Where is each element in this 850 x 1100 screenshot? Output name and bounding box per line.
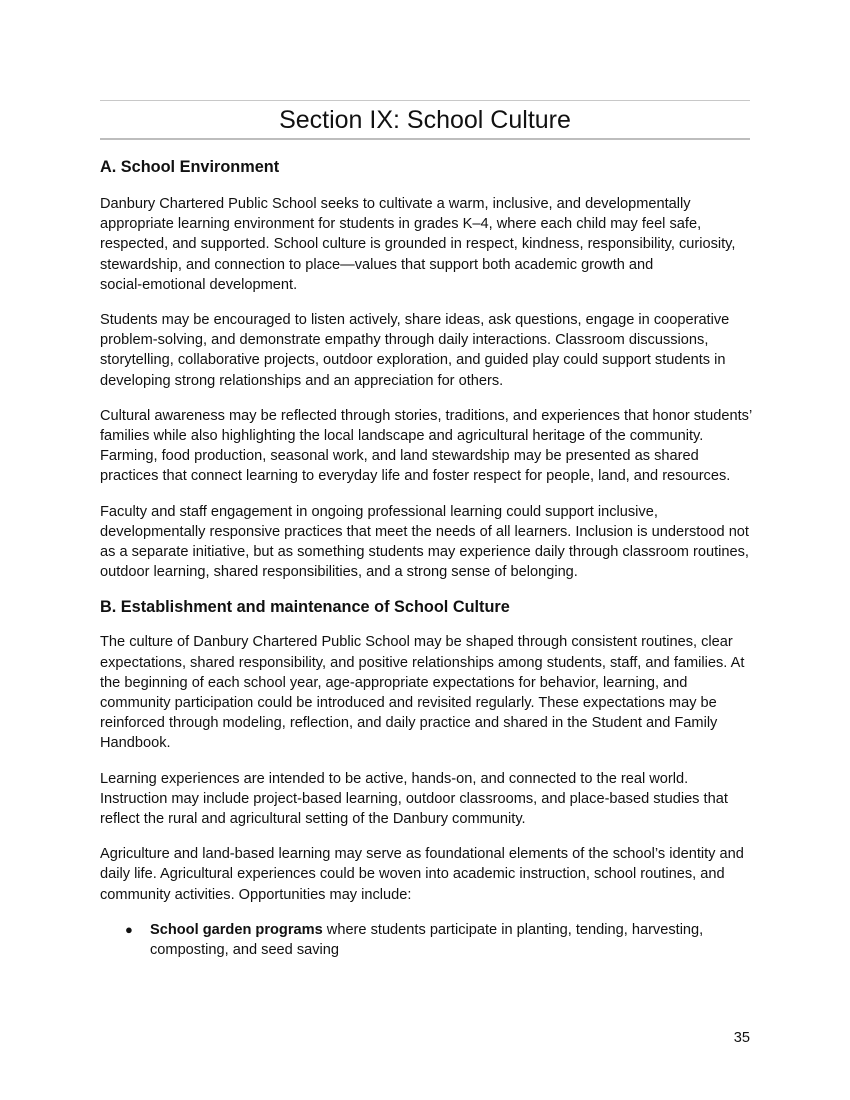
- section-a-paragraph-3: Cultural awareness may be reflected through stories, traditions, and experiences that honor students’ families while also highlighting the local landscape and agricultural heritage of the community. Farming, food production, seasonal work, and land stewardship may be presented as shared practices that connect learning to everyday life and foster respect for people, land, and resources.: [100, 407, 752, 485]
- opportunities-list: [100, 920, 755, 960]
- page-content: [100, 154, 755, 960]
- section-title-band: [100, 100, 750, 140]
- list-item-bold-label: School garden programs: [150, 921, 323, 938]
- section-title: Section IX: School Culture: [279, 106, 571, 134]
- page-number: 35: [733, 1030, 750, 1046]
- section-a-paragraph-4: Faculty and staff engagement in ongoing professional learning could support inclusive, developmentally responsive practices that meet the needs of all learners. Inclusion is understood not as a separate initiative, but as something students may experience daily through classroom routines, outdoor learning, shared responsibilities, and a strong sense of belonging.: [100, 503, 749, 581]
- section-a-paragraph-2: Students may be encouraged to listen actively, share ideas, ask questions, engage in cooperative problem‑solving, and demonstrate empathy through daily interactions. Classroom discussions, storytelling, collaborative projects, outdoor exploration, and guided play could support students in developing strong relationships and an appreciation for others.: [100, 312, 730, 389]
- section-b-paragraph-3: Agriculture and land‑based learning may serve as foundational elements of the school’s identity and daily life. Agricultural experiences could be woven into academic instruction, school routines, and community activities. Opportunities may include:: [100, 846, 744, 903]
- section-a-heading: A. School Environment: [100, 158, 280, 176]
- section-b-paragraph-2: Learning experiences are intended to be active, hands‑on, and connected to the real world. Instruction may include project‑based learning, outdoor classrooms, and place‑based studies that reflect the rural and agricultural setting of the Danbury community.: [100, 770, 728, 828]
- bullet-icon: ●: [125, 921, 133, 937]
- list-item: [100, 920, 755, 960]
- section-b-heading: B. Establishment and maintenance of School Culture: [100, 598, 510, 617]
- list-item-text: where students participate in planting, tending, harvesting, composting, and seed saving: [150, 921, 704, 959]
- section-b-paragraph-1: The culture of Danbury Chartered Public School may be shaped through consistent routines, clear expectations, shared responsibility, and positive relationships among students, staff, and families. At the beginning of each school year, age‑appropriate expectations for behavior, learning, and community participation could be introduced and revisited regularly. These expectations may be reinforced through modeling, reflection, and daily practice and shared in the Student and Family Handbook.: [100, 634, 745, 752]
- section-a-paragraph-1: Danbury Chartered Public School seeks to cultivate a warm, inclusive, and developmentally appropriate learning environment for students in grades K–4, where each child may feel safe, respected, and supported. School culture is grounded in respect, kindness, responsibility, curiosity, stewardship, and connection to place—values that support both academic growth and social‑emotional development.: [100, 196, 736, 293]
